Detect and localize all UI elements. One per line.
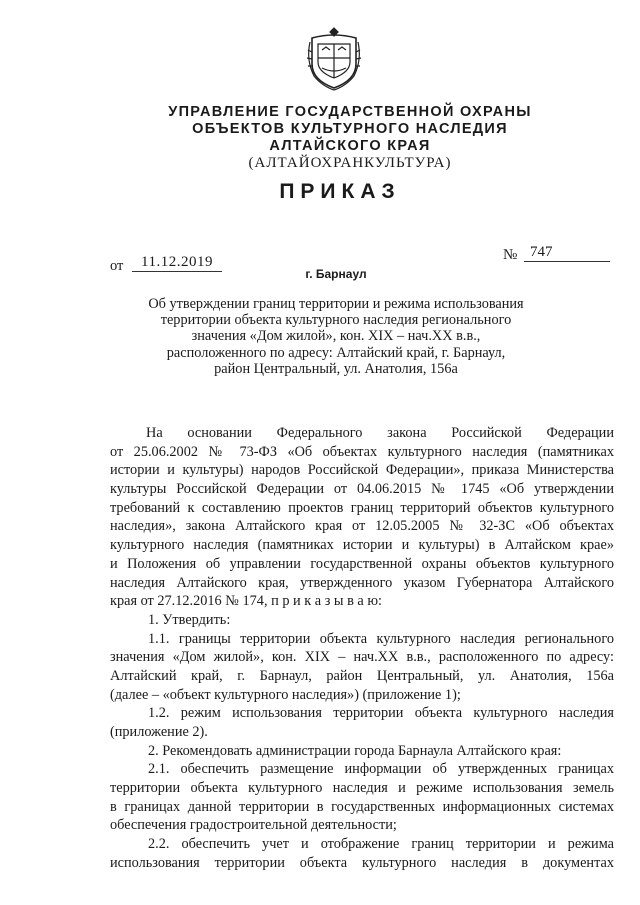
issue-city: г. Барнаул <box>305 267 367 281</box>
body-text-line: территории объекта культурного наследия и режиме использования земель <box>110 780 614 797</box>
body-text-line: 2.1. обеспечить размещение информации об утвержденных границах <box>148 761 614 778</box>
body-text-line: истории и культуры) народов Российской Федерации», приказа Министерства <box>110 462 614 479</box>
body-text-line: от 25.06.2002 № 73-ФЗ «Об объектах культурного наследия (памятниках <box>110 443 614 460</box>
body-text-line: обеспечения градостроительной деятельности; <box>110 817 397 834</box>
organization-line: ОБЪЕКТОВ КУЛЬТУРНОГО НАСЛЕДИЯ <box>192 121 508 137</box>
document-date: 11.12.2019 <box>132 254 222 272</box>
body-text-line: 2. Рекомендовать администрации города Барнаула Алтайского края: <box>148 742 562 759</box>
body-text-line: (далее – «объект культурного наследия») (приложение 1); <box>110 686 461 703</box>
subject-line: расположенного по адресу: Алтайский край, г. Барнаул, <box>166 344 506 361</box>
body-text-line: требований к составлению проектов границ территорий объектов культурного <box>110 499 614 516</box>
organization-line: УПРАВЛЕНИЕ ГОСУДАРСТВЕННОЙ ОХРАНЫ <box>168 104 532 120</box>
organization-abbreviation: (АЛТАЙОХРАНКУЛЬТУРА) <box>248 155 452 171</box>
body-text-line: наследия Алтайского края, утвержденного указом Губернатора Алтайского <box>110 574 614 591</box>
date-prefix: от <box>110 258 124 274</box>
subject-line: Об утверждении границ территории и режима использования <box>148 296 524 312</box>
body-text-line: значения «Дом жилой», кон. XIX – нач.XX в.в., расположенного по адресу: <box>110 649 614 666</box>
body-text-line: 1.1. границы территории объекта культурного наследия регионального <box>148 630 614 647</box>
body-text-line: На основании Федерального закона Российской Федерации <box>146 425 614 441</box>
document-number: 747 <box>524 244 610 262</box>
body-text-line: края от 27.12.2016 № 174, п р и к а з ы в а ю: <box>110 593 383 610</box>
body-text-line: (приложение 2). <box>110 724 208 740</box>
subject-line: район Центральный, ул. Анатолия, 156а <box>214 360 458 377</box>
body-text-line: Алтайский край, г. Барнаул, район Центральный, ул. Анатолия, 156а <box>110 667 614 684</box>
body-text-line: в границах данной территории в государственных информационных системах <box>110 798 614 815</box>
number-sign: № <box>503 247 518 263</box>
organization-line: АЛТАЙСКОГО КРАЯ <box>269 138 431 154</box>
body-text-line: и Положения об управлении государственной охраны объектов культурного <box>110 555 614 572</box>
body-text-line: культурного наследия (памятниках истории и культуры) в Алтайском крае» <box>110 537 614 554</box>
body-text-line: использования территории объекта культурного наследия в документах <box>110 854 614 871</box>
order-body-text <box>110 424 614 873</box>
order-subject <box>108 296 564 377</box>
body-text-line: 2.2. обеспечить учет и отображение границ территории и режима <box>148 836 614 853</box>
document-type-title: ПРИКАЗ <box>279 180 401 203</box>
coat-of-arms-icon <box>304 24 364 92</box>
body-text-line: культуры Российской Федерации от 04.06.2015 № 1745 «Об утверждении <box>110 481 614 498</box>
organization-header <box>150 104 550 172</box>
body-text-line: 1. Утвердить: <box>148 611 231 628</box>
body-text-line: 1.2. режим использования территории объекта культурного наследия <box>148 705 614 722</box>
subject-line: значения «Дом жилой», кон. XIX – нач.XX в.в., <box>191 328 481 345</box>
subject-line: территории объекта культурного наследия регионального <box>160 312 512 329</box>
body-text-line: наследия», закона Алтайского края от 12.05.2005 № 32-ЗС «Об объектах <box>110 518 614 535</box>
